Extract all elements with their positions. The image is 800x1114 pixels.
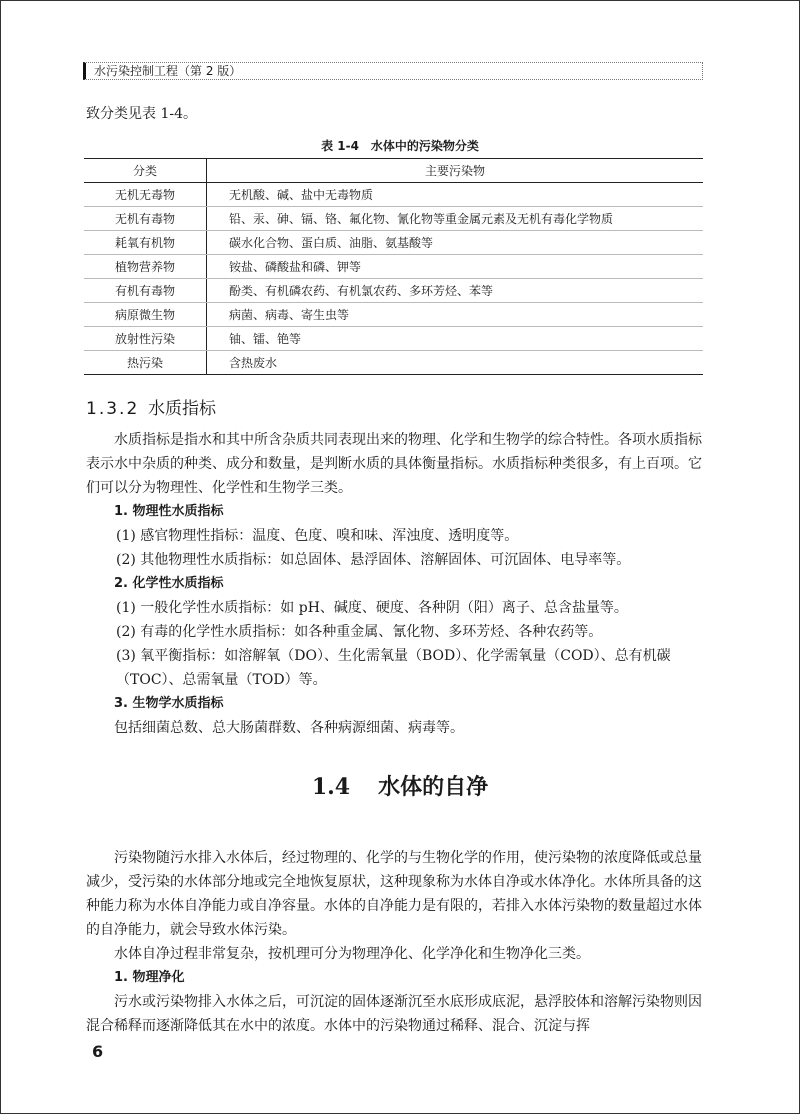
cell-category: 无机有毒物	[84, 207, 207, 231]
column-header-category: 分类	[84, 159, 207, 183]
subheading-physical-purification: 1. 物理净化	[114, 970, 185, 985]
table-caption: 表 1-4 水体中的污染物分类	[321, 139, 479, 153]
section-heading-1-3-2	[86, 394, 216, 419]
section-title: 水体的自净	[378, 774, 489, 800]
table-row	[84, 255, 703, 279]
cell-pollutants: 铅、汞、砷、镉、铬、氟化物、氰化物等重金属元素及无机有毒化学物质	[207, 207, 704, 231]
section-heading-1-4	[0, 770, 800, 801]
section-title: 水质指标	[148, 399, 216, 419]
cell-pollutants: 铵盐、磷酸盐和磷、钾等	[207, 255, 704, 279]
list-item: (2) 其他物理性水质指标：如总固体、悬浮固体、溶解固体、可沉固体、电导率等。	[116, 552, 631, 568]
table-row	[84, 303, 703, 327]
cell-pollutants: 铀、镭、铯等	[207, 327, 704, 351]
table-row	[84, 183, 703, 207]
paragraph: 污染物随污水排入水体后，经过物理的、化学的与生物化学的作用，使污染物的浓度降低或总量减少，受污染的水体部分地或完全地恢复原状，这种现象称为水体自净或水体净化。水体所具备的这种能力称为水体自净能力或自净容量。水体的自净能力是有限的，若排入水体污染物的数量超过水体的自净能力，就会导致水体污染。	[86, 850, 702, 938]
cell-category: 耗氧有机物	[84, 231, 207, 255]
subheading-biological: 3. 生物学水质指标	[114, 696, 224, 711]
cell-category: 无机无毒物	[84, 183, 207, 207]
pollutant-table	[84, 158, 703, 375]
paragraph: 包括细菌总数、总大肠菌群数、各种病源细菌、病毒等。	[114, 720, 464, 736]
cell-pollutants: 碳水化合物、蛋白质、油脂、氨基酸等	[207, 231, 704, 255]
cell-category: 病原微生物	[84, 303, 207, 327]
water-quality-section-body	[86, 428, 706, 740]
cell-pollutants: 病菌、病毒、寄生虫等	[207, 303, 704, 327]
table-header-row	[84, 159, 703, 183]
section-number: 1.4	[311, 774, 351, 800]
page-number: 6	[92, 1042, 104, 1061]
subheading-chemical: 2. 化学性水质指标	[114, 576, 224, 591]
running-header-title: 水污染控制工程（第 2 版）	[94, 64, 242, 78]
running-header	[83, 62, 703, 80]
column-header-pollutants: 主要污染物	[207, 159, 704, 183]
cell-category: 放射性污染	[84, 327, 207, 351]
subheading-physical: 1. 物理性水质指标	[114, 504, 224, 519]
list-item: (1) 感官物理性指标：温度、色度、嗅和味、浑浊度、透明度等。	[116, 528, 519, 544]
table-row	[84, 351, 703, 375]
self-purification-section-body	[86, 846, 706, 1038]
paragraph: 水体自净过程非常复杂，按机理可分为物理净化、化学净化和生物净化三类。	[114, 946, 590, 962]
cell-pollutants: 酚类、有机磷农药、有机氯农药、多环芳烃、苯等	[207, 279, 704, 303]
paragraph: 水质指标是指水和其中所含杂质共同表现出来的物理、化学和生物学的综合特性。各项水质指标表示水中杂质的种类、成分和数量，是判断水质的具体衡量指标。水质指标种类很多，有上百项。它们可以分为物理性、化学性和生物学三类。	[86, 432, 702, 496]
table-row	[84, 279, 703, 303]
section-number: 1.3.2	[86, 399, 140, 419]
table-row	[84, 231, 703, 255]
list-item: (3) 氧平衡指标：如溶解氧（DO）、生化需氧量（BOD）、化学需氧量（COD）、总有机碳（TOC）、总需氧量（TOD）等。	[116, 648, 671, 688]
list-item: (2) 有毒的化学性水质指标：如各种重金属、氰化物、多环芳烃、各种农药等。	[116, 624, 603, 640]
cell-pollutants: 含热废水	[207, 351, 704, 375]
intro-line: 致分类见表 1-4。	[86, 106, 197, 122]
paragraph: 污水或污染物排入水体之后，可沉淀的固体逐渐沉至水底形成底泥，悬浮胶体和溶解污染物则因混合稀释而逐渐降低其在水中的浓度。水体中的污染物通过稀释、混合、沉淀与挥	[86, 994, 702, 1034]
list-item: (1) 一般化学性水质指标：如 pH、碱度、硬度、各种阴（阳）离子、总含盐量等。	[116, 600, 628, 616]
table-row	[84, 207, 703, 231]
cell-category: 热污染	[84, 351, 207, 375]
table-row	[84, 327, 703, 351]
cell-category: 有机有毒物	[84, 279, 207, 303]
cell-category: 植物营养物	[84, 255, 207, 279]
cell-pollutants: 无机酸、碱、盐中无毒物质	[207, 183, 704, 207]
